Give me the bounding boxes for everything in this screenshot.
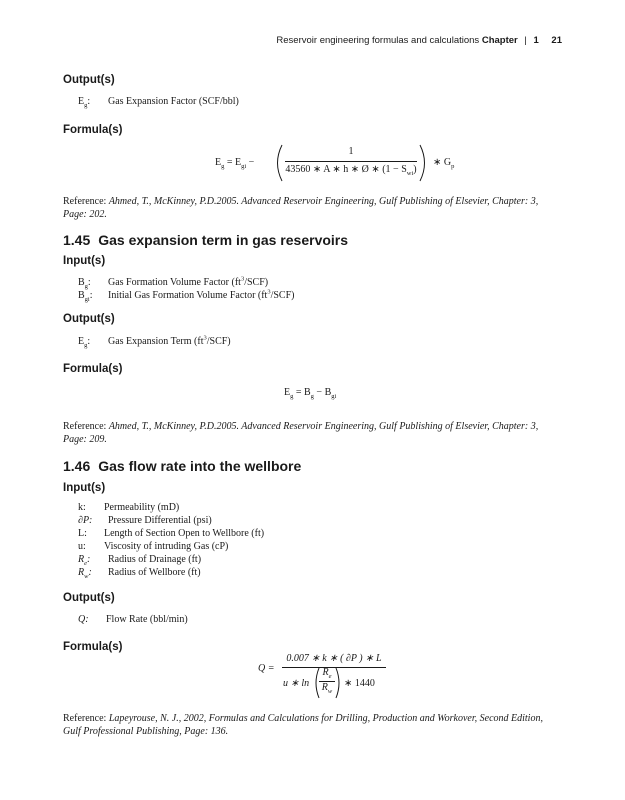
gas-expansion-factor-formula: $E_g = E_{gi}$ − 1 43560 ∗ A ∗ h ∗ Ø ∗ $(1 - S_{wi})$ ∗ $G_p$ [215, 143, 575, 183]
fraction-bar [285, 161, 417, 162]
formula-lhs: Q = [258, 663, 275, 674]
input-item: $R_e$: Radius of Drainage (ft) [78, 554, 202, 567]
denominator-right: ∗ 1440 [344, 678, 375, 689]
left-paren [271, 143, 285, 183]
input-item: $B_{gi}$: Initial Gas Formation Volume Factor $(ft^3/SCF)$ [78, 289, 295, 304]
header-title: Reservoir engineering formulas and calculations [276, 35, 480, 46]
input-item: $R_w$: Radius of Wellbore (ft) [78, 567, 201, 580]
output-heading: Output(s) [63, 313, 115, 325]
section-heading-1-46: 1.46 Gas flow rate into the wellbore [63, 458, 302, 474]
running-header: Reservoir engineering formulas and calculations Chapter | 1 21 [276, 35, 562, 46]
input-item: k: Permeability (mD) [78, 502, 180, 513]
input-heading: Input(s) [63, 255, 106, 267]
output-heading: Output(s) [63, 74, 115, 86]
header-chapter-label: Chapter [481, 35, 518, 46]
formula-heading: Formula(s) [63, 124, 123, 136]
reference: Reference: Ahmed, T., McKinney, P.D.2005. Advanced Reservoir Engineering, Gulf Publishing of Elsevier, Chapter: 3, Page: 209. [63, 421, 539, 445]
output-heading: Output(s) [63, 592, 115, 604]
input-heading: Input(s) [63, 482, 106, 494]
page-number: 21 [551, 35, 562, 46]
formula-heading: Formula(s) [63, 641, 123, 653]
fraction-numerator: 1 [348, 146, 354, 157]
output-item: $E_g$: Gas Expansion Term $(ft^3/SCF)$ [78, 335, 231, 350]
input-item: u: Viscosity of intruding Gas (cP) [78, 541, 229, 552]
reference: Reference: Lapeyrouse, N. J., 2002, Formulas and Calculations for Drilling, Production and Workover, Second Edition, Gulf Professional Publishing, Page: 136. [63, 713, 543, 737]
denominator-left: u ∗ ln [283, 678, 310, 689]
gas-flow-rate-formula [258, 651, 388, 699]
output-item: Q: Flow Rate (bbl/min) [78, 614, 188, 625]
reference: Reference: Ahmed, T., McKinney, P.D.2005. Advanced Reservoir Engineering, Gulf Publishing of Elsevier, Chapter: 3, Page: 202. [63, 196, 539, 220]
gas-expansion-term-formula: $E_g = B_g - B_{gi}$ [284, 387, 337, 400]
header-chapter-number: 1 [533, 35, 539, 46]
input-item: $B_g$: Gas Formation Volume Factor $(ft^3/SCF)$ [78, 276, 269, 291]
input-item: ∂P: Pressure Differential (psi) [78, 515, 212, 526]
fraction-denominator: 43560 ∗ A ∗ h ∗ Ø ∗ $(1 - S_{wi})$ [285, 164, 417, 177]
input-item: L: Length of Section Open to Wellbore (ft) [78, 528, 265, 539]
fraction-numerator: 0.007 ∗ k ∗ ( ∂P ) ∗ L [286, 653, 382, 664]
formula-heading: Formula(s) [63, 363, 123, 375]
right-paren [334, 667, 343, 699]
inner-numerator: $R_e$ [322, 667, 332, 680]
output-item: $E_g$: Gas Expansion Factor (SCF/bbl) [78, 96, 239, 109]
section-heading-1-45: 1.45 Gas expansion term in gas reservoirs [63, 232, 349, 248]
inner-denominator: $R_w$ [321, 682, 333, 695]
right-paren [417, 143, 431, 183]
